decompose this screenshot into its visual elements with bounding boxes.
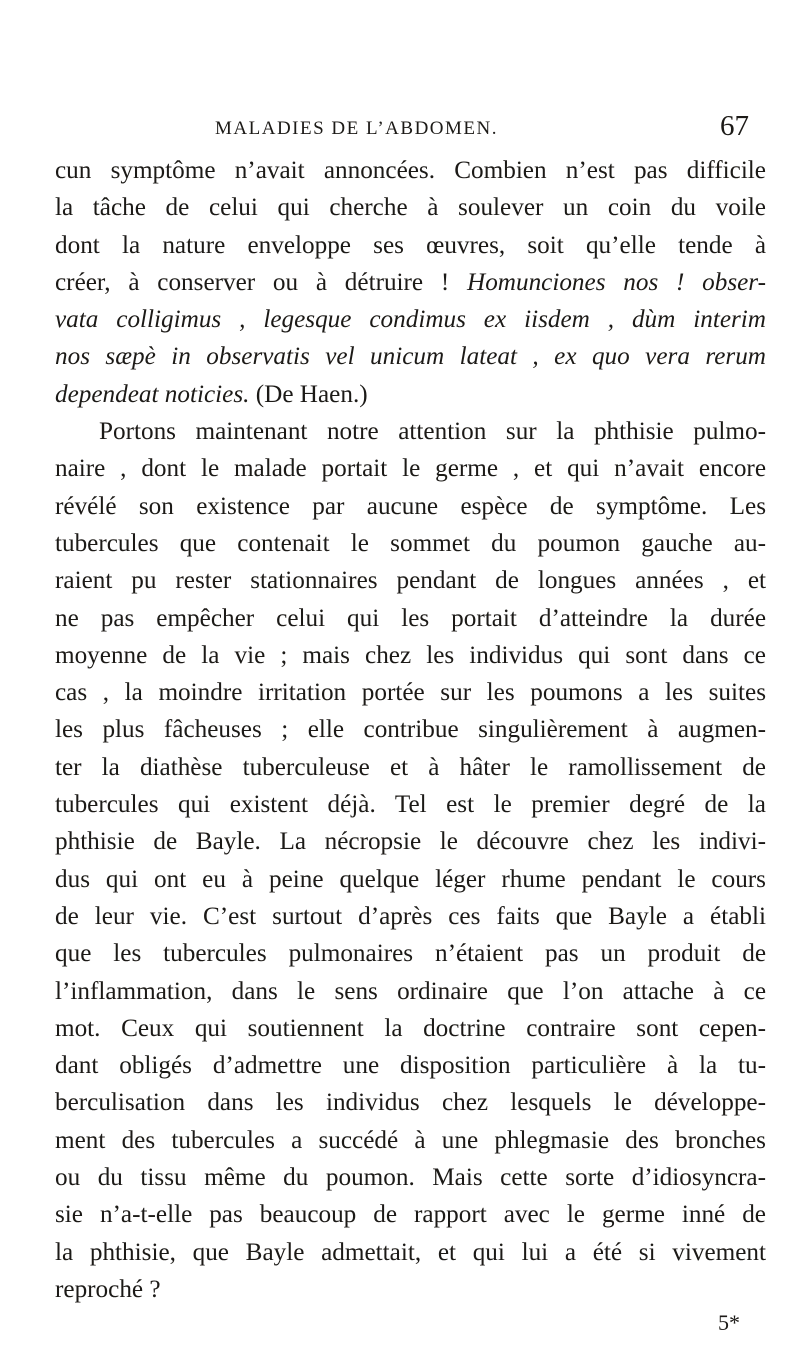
text-line <box>55 711 766 748</box>
text-span: dus qui ont eu à peine quelque léger rhume pendant le cours <box>55 865 766 893</box>
text-span: les plus fâcheuses ; elle contribue singulièrement à augmen- <box>55 716 766 744</box>
text-line <box>55 488 766 525</box>
text-line <box>55 898 766 935</box>
text-span: naire , dont le malade portait le germe , et qui n’avait encore <box>55 455 766 483</box>
text-line <box>55 1159 766 1196</box>
text-line <box>55 227 766 264</box>
text-line <box>55 1010 766 1047</box>
text-span: révélé son existence par aucune espèce de symptôme. Les <box>55 492 766 520</box>
text-span: cun symptôme n’avait annoncées. Combien n’est pas difficile <box>55 157 766 184</box>
text-span: cas , la moindre irritation portée sur les poumons a les suites <box>55 679 766 707</box>
text-span: que les tubercules pulmonaires n’étaient pas un produit de <box>55 940 766 968</box>
text-line <box>55 413 766 450</box>
text-span: sie n’a-t-elle pas beaucoup de rapport avec le germe inné de <box>55 1201 766 1229</box>
text-line <box>55 525 766 562</box>
text-span: mot. Ceux qui soutiennent la doctrine contraire sont cepen- <box>55 1014 766 1042</box>
italic-span: Homunciones nos ! obser- <box>467 268 766 296</box>
body-text <box>55 152 766 1308</box>
signature-mark: 5* <box>718 1310 740 1335</box>
text-span: ment des tubercules a succédé à une phlegmasie des bronches <box>55 1126 766 1154</box>
paragraph <box>55 152 766 413</box>
text-line <box>55 861 766 898</box>
text-line <box>55 301 766 338</box>
text-span: la phthisie, que Bayle admettait, et qui lui a été si vivement <box>55 1238 766 1266</box>
text-line <box>55 1122 766 1159</box>
italic-span: dependeat noticies. <box>55 380 250 408</box>
text-line <box>55 1271 766 1308</box>
text-span: tubercules que contenait le sommet du poumon gauche au- <box>55 529 766 557</box>
text-span: dant obligés d’admettre une disposition particulière à la tu- <box>55 1052 766 1080</box>
text-span: phthisie de Bayle. La nécropsie le découvre chez les indivi- <box>55 828 766 856</box>
text-line <box>55 637 766 674</box>
text-line <box>55 600 766 637</box>
text-span: (De Haen.) <box>249 380 368 408</box>
text-line <box>55 935 766 972</box>
text-line <box>55 823 766 860</box>
running-head <box>0 110 801 150</box>
text-span: Portons maintenant notre attention sur la phthisie pulmo- <box>99 418 766 446</box>
text-span: l’inflammation, dans le sens ordinaire que l’on attache à ce <box>55 977 766 1005</box>
text-line <box>55 1084 766 1121</box>
text-line <box>55 749 766 786</box>
text-span: la tâche de celui qui cherche à soulever un coin du voile <box>55 194 766 222</box>
text-line <box>55 674 766 711</box>
italic-span: vata colligimus , legesque condimus ex iisdem , dùm interim <box>55 306 766 334</box>
text-line <box>55 376 766 413</box>
text-span: dont la nature enveloppe ses œuvres, soit qu’elle tende à <box>55 231 766 259</box>
text-line <box>55 1196 766 1233</box>
text-line <box>55 562 766 599</box>
text-line <box>55 1234 766 1271</box>
text-line <box>55 450 766 487</box>
text-span: reproché ? <box>55 1275 161 1303</box>
text-span: créer, à conserver ou à détruire ! <box>55 268 467 296</box>
text-span: raient pu rester stationnaires pendant de longues années , et <box>55 567 766 595</box>
text-span: ter la diathèse tuberculeuse et à hâter le ramollissement de <box>55 753 766 781</box>
text-line <box>55 1047 766 1084</box>
text-span: ne pas empêcher celui qui les portait d’atteindre la durée <box>55 604 766 632</box>
text-line <box>55 338 766 375</box>
text-line <box>55 152 766 189</box>
text-line <box>55 973 766 1010</box>
text-line <box>55 786 766 823</box>
text-span: moyenne de la vie ; mais chez les individus qui sont dans ce <box>55 641 766 669</box>
italic-span: nos sæpè in observatis vel unicum lateat , ex quo vera rerum <box>55 343 766 371</box>
text-line <box>55 264 766 301</box>
paragraph <box>55 413 766 1308</box>
text-line <box>55 189 766 226</box>
text-span: de leur vie. C’est surtout d’après ces faits que Bayle a établi <box>55 902 766 930</box>
running-title: MALADIES DE L’ABDOMEN. <box>215 118 498 139</box>
text-span: berculisation dans les individus chez lesquels le développe- <box>55 1089 766 1117</box>
page-number: 67 <box>720 110 749 142</box>
text-span: ou du tissu même du poumon. Mais cette sorte d’idiosyncra- <box>55 1164 766 1192</box>
text-span: tubercules qui existent déjà. Tel est le premier degré de la <box>55 791 766 819</box>
